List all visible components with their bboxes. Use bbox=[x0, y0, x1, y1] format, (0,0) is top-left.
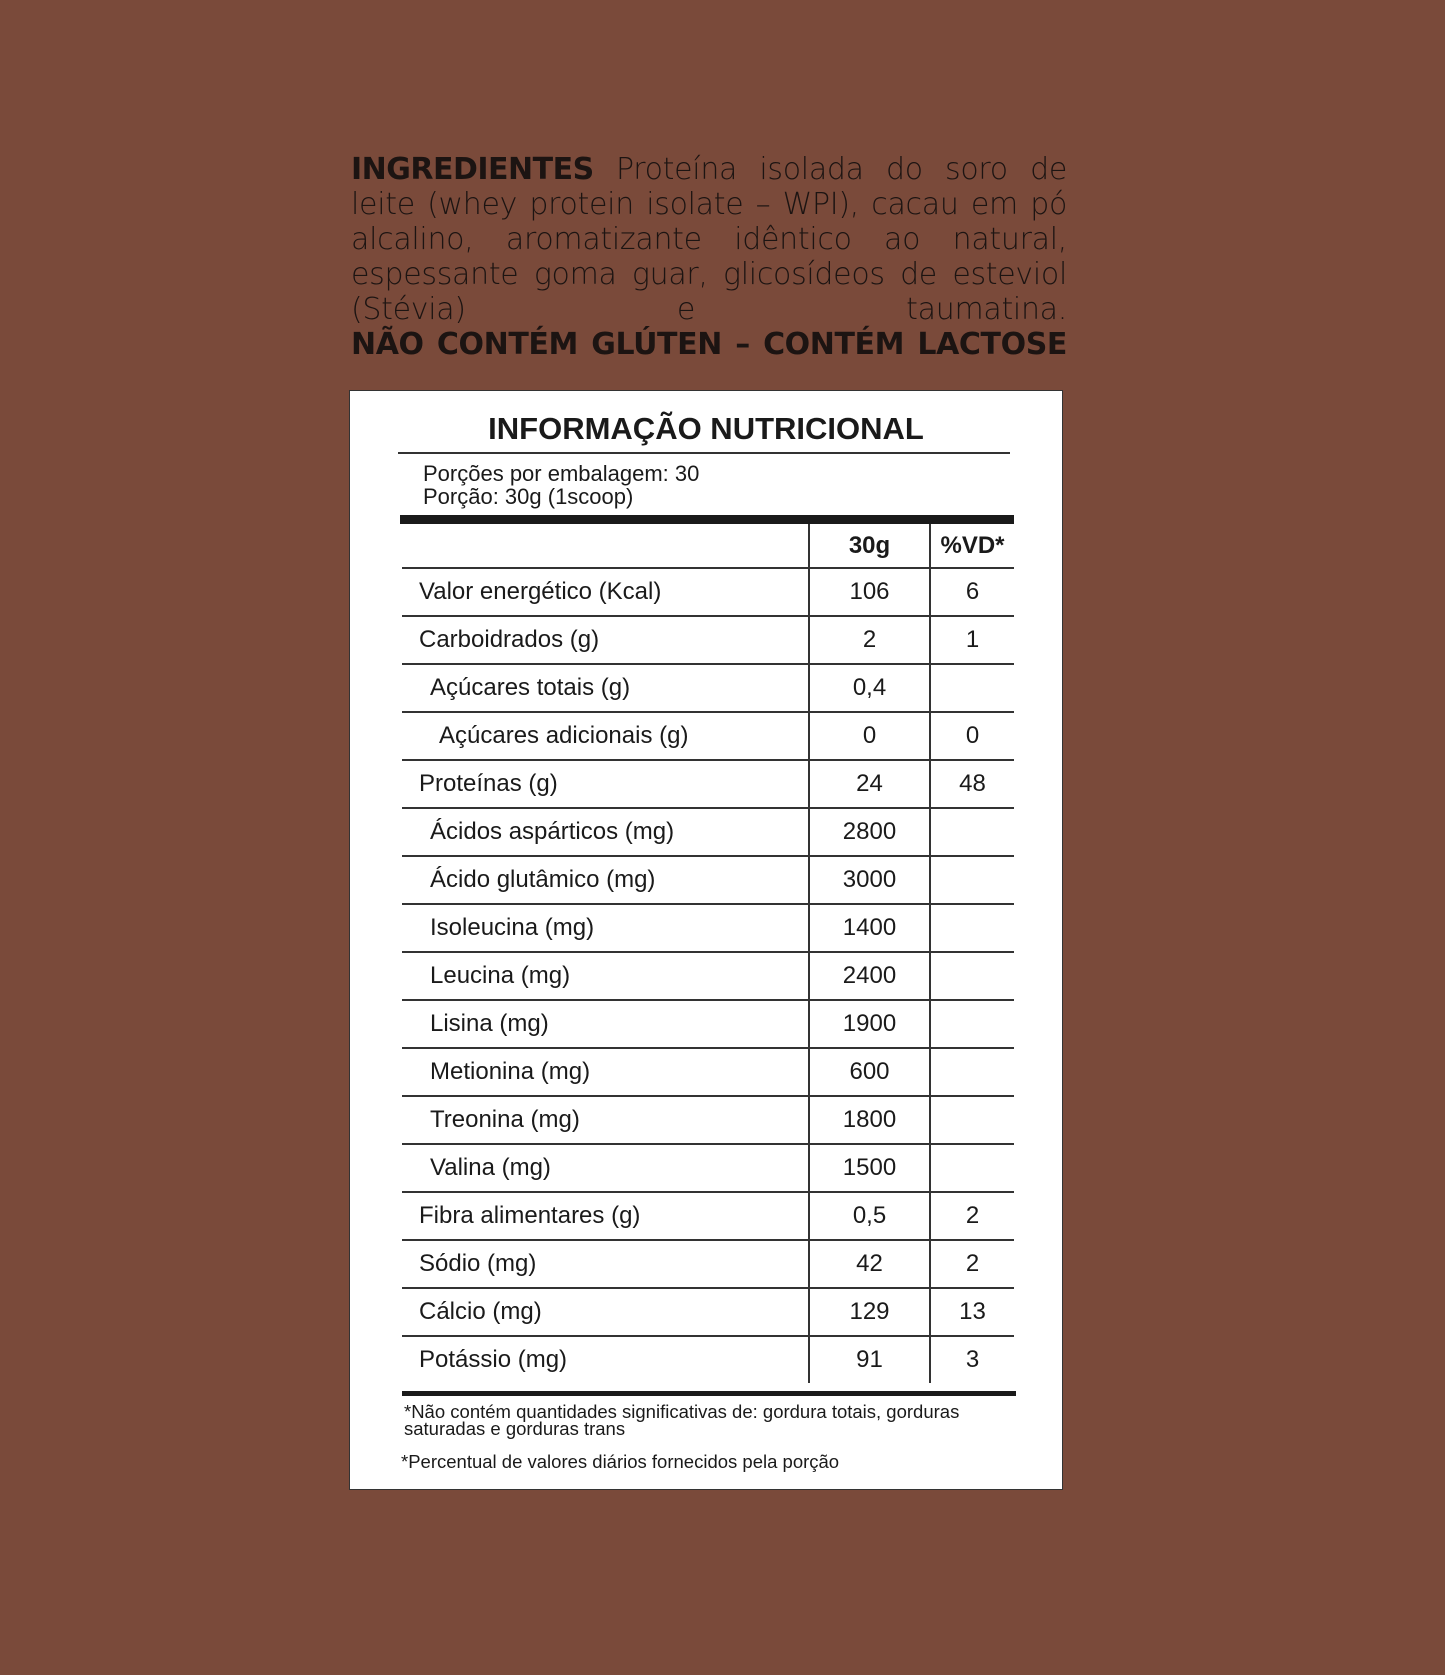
nutrition-facts-label bbox=[349, 390, 1063, 1490]
nutrient-label: Isoleucina (mg) bbox=[402, 904, 809, 952]
title-divider bbox=[398, 452, 1010, 454]
nutrient-label: Carboidrados (g) bbox=[402, 616, 809, 664]
amount-value: 1400 bbox=[809, 904, 930, 952]
nutrient-label: Sódio (mg) bbox=[402, 1240, 809, 1288]
dv-value bbox=[930, 1000, 1014, 1048]
dv-value: 2 bbox=[930, 1240, 1014, 1288]
dv-value bbox=[930, 1096, 1014, 1144]
table-row bbox=[402, 712, 1014, 760]
table-row bbox=[402, 1096, 1014, 1144]
dv-value bbox=[930, 1048, 1014, 1096]
dv-value: 6 bbox=[930, 568, 1014, 616]
amount-value: 42 bbox=[809, 1240, 930, 1288]
nutrient-label: Potássio (mg) bbox=[419, 1346, 568, 1373]
amount-value: 1800 bbox=[809, 1096, 930, 1144]
table-row bbox=[402, 760, 1014, 808]
amount-value: 0,5 bbox=[809, 1192, 930, 1240]
ingredients-text: Proteína isolada do soro de leite (whey protein isolate – WPI), cacau em pó alcalino, aromatizante idêntico ao natural, espessante goma guar, glicosídeos de esteviol (Stévia) e taumatina. bbox=[351, 152, 1067, 327]
nutrient-label: Lisina (mg) bbox=[402, 1000, 809, 1048]
nutrition-title: INFORMAÇÃO NUTRICIONAL bbox=[488, 411, 924, 446]
column-header-dv: %VD* bbox=[930, 524, 1014, 568]
amount-value: 91 bbox=[809, 1336, 930, 1383]
dv-value: 0 bbox=[930, 712, 1014, 760]
dv-value bbox=[930, 808, 1014, 856]
nutrient-label: Fibra alimentares (g) bbox=[402, 1192, 809, 1240]
nutrient-label: Metionina (mg) bbox=[402, 1048, 809, 1096]
table-row bbox=[402, 1288, 1014, 1336]
nutrient-label: Proteínas (g) bbox=[402, 760, 809, 808]
nutrient-label: Treonina (mg) bbox=[402, 1096, 809, 1144]
amount-value: 106 bbox=[809, 568, 930, 616]
ingredients-heading: INGREDIENTES bbox=[351, 152, 594, 187]
table-row bbox=[402, 664, 1014, 712]
nutrient-label: Cálcio (mg) bbox=[402, 1288, 809, 1336]
column-header-nutrient bbox=[402, 524, 809, 568]
footnote-daily-values: *Percentual de valores diários fornecidos pela porção bbox=[401, 1451, 840, 1472]
table-row bbox=[402, 904, 1014, 952]
dv-value: 13 bbox=[930, 1288, 1014, 1336]
serving-size: Porção: 30g (1scoop) bbox=[423, 484, 634, 509]
serving-info bbox=[423, 462, 699, 508]
nutrition-table bbox=[402, 524, 1014, 1383]
table-row bbox=[402, 1336, 1014, 1383]
dv-value: 3 bbox=[930, 1336, 1014, 1383]
table-row bbox=[402, 1144, 1014, 1192]
table-row bbox=[402, 856, 1014, 904]
dv-value: 48 bbox=[930, 760, 1014, 808]
nutrient-label: Açúcares adicionais (g) bbox=[402, 712, 809, 760]
nutrient-label: Açúcares totais (g) bbox=[402, 664, 809, 712]
amount-value: 2800 bbox=[809, 808, 930, 856]
table-row bbox=[402, 1000, 1014, 1048]
dv-value bbox=[930, 952, 1014, 1000]
table-header-row bbox=[402, 524, 1014, 568]
amount-value: 0 bbox=[809, 712, 930, 760]
amount-value: 0,4 bbox=[809, 664, 930, 712]
dv-value: 1 bbox=[930, 616, 1014, 664]
column-header-amount: 30g bbox=[809, 524, 930, 568]
thick-divider-top bbox=[400, 515, 1014, 524]
amount-value: 2400 bbox=[809, 952, 930, 1000]
dv-value: 2 bbox=[930, 1192, 1014, 1240]
ingredients-block bbox=[351, 152, 1067, 362]
amount-value: 1500 bbox=[809, 1144, 930, 1192]
table-row bbox=[402, 1048, 1014, 1096]
nutrient-label: Ácidos aspárticos (mg) bbox=[402, 808, 809, 856]
table-row bbox=[402, 808, 1014, 856]
nutrient-label: Ácido glutâmico (mg) bbox=[402, 856, 809, 904]
thick-divider-bottom bbox=[402, 1391, 1016, 1396]
nutrient-label: Leucina (mg) bbox=[402, 952, 809, 1000]
table-row bbox=[402, 1192, 1014, 1240]
nutrient-label: Valor energético (Kcal) bbox=[402, 568, 809, 616]
amount-value: 129 bbox=[809, 1288, 930, 1336]
amount-value: 2 bbox=[809, 616, 930, 664]
amount-value: 600 bbox=[809, 1048, 930, 1096]
nutrient-label: Valina (mg) bbox=[402, 1144, 809, 1192]
dv-value bbox=[930, 856, 1014, 904]
dv-value bbox=[930, 1144, 1014, 1192]
dv-value bbox=[930, 904, 1014, 952]
servings-per-package: Porções por embalagem: 30 bbox=[423, 461, 700, 486]
table-row bbox=[402, 952, 1014, 1000]
amount-value: 24 bbox=[809, 760, 930, 808]
allergen-warning: NÃO CONTÉM GLÚTEN – CONTÉM LACTOSE bbox=[351, 327, 1067, 362]
dv-value bbox=[930, 664, 1014, 712]
table-row bbox=[402, 1240, 1014, 1288]
table-row bbox=[402, 616, 1014, 664]
footnote-not-significant: *Não contém quantidades significativas de: gordura totais, gorduras saturadas e gorduras trans bbox=[404, 1401, 960, 1439]
table-row bbox=[402, 568, 1014, 616]
amount-value: 1900 bbox=[809, 1000, 930, 1048]
amount-value: 3000 bbox=[809, 856, 930, 904]
